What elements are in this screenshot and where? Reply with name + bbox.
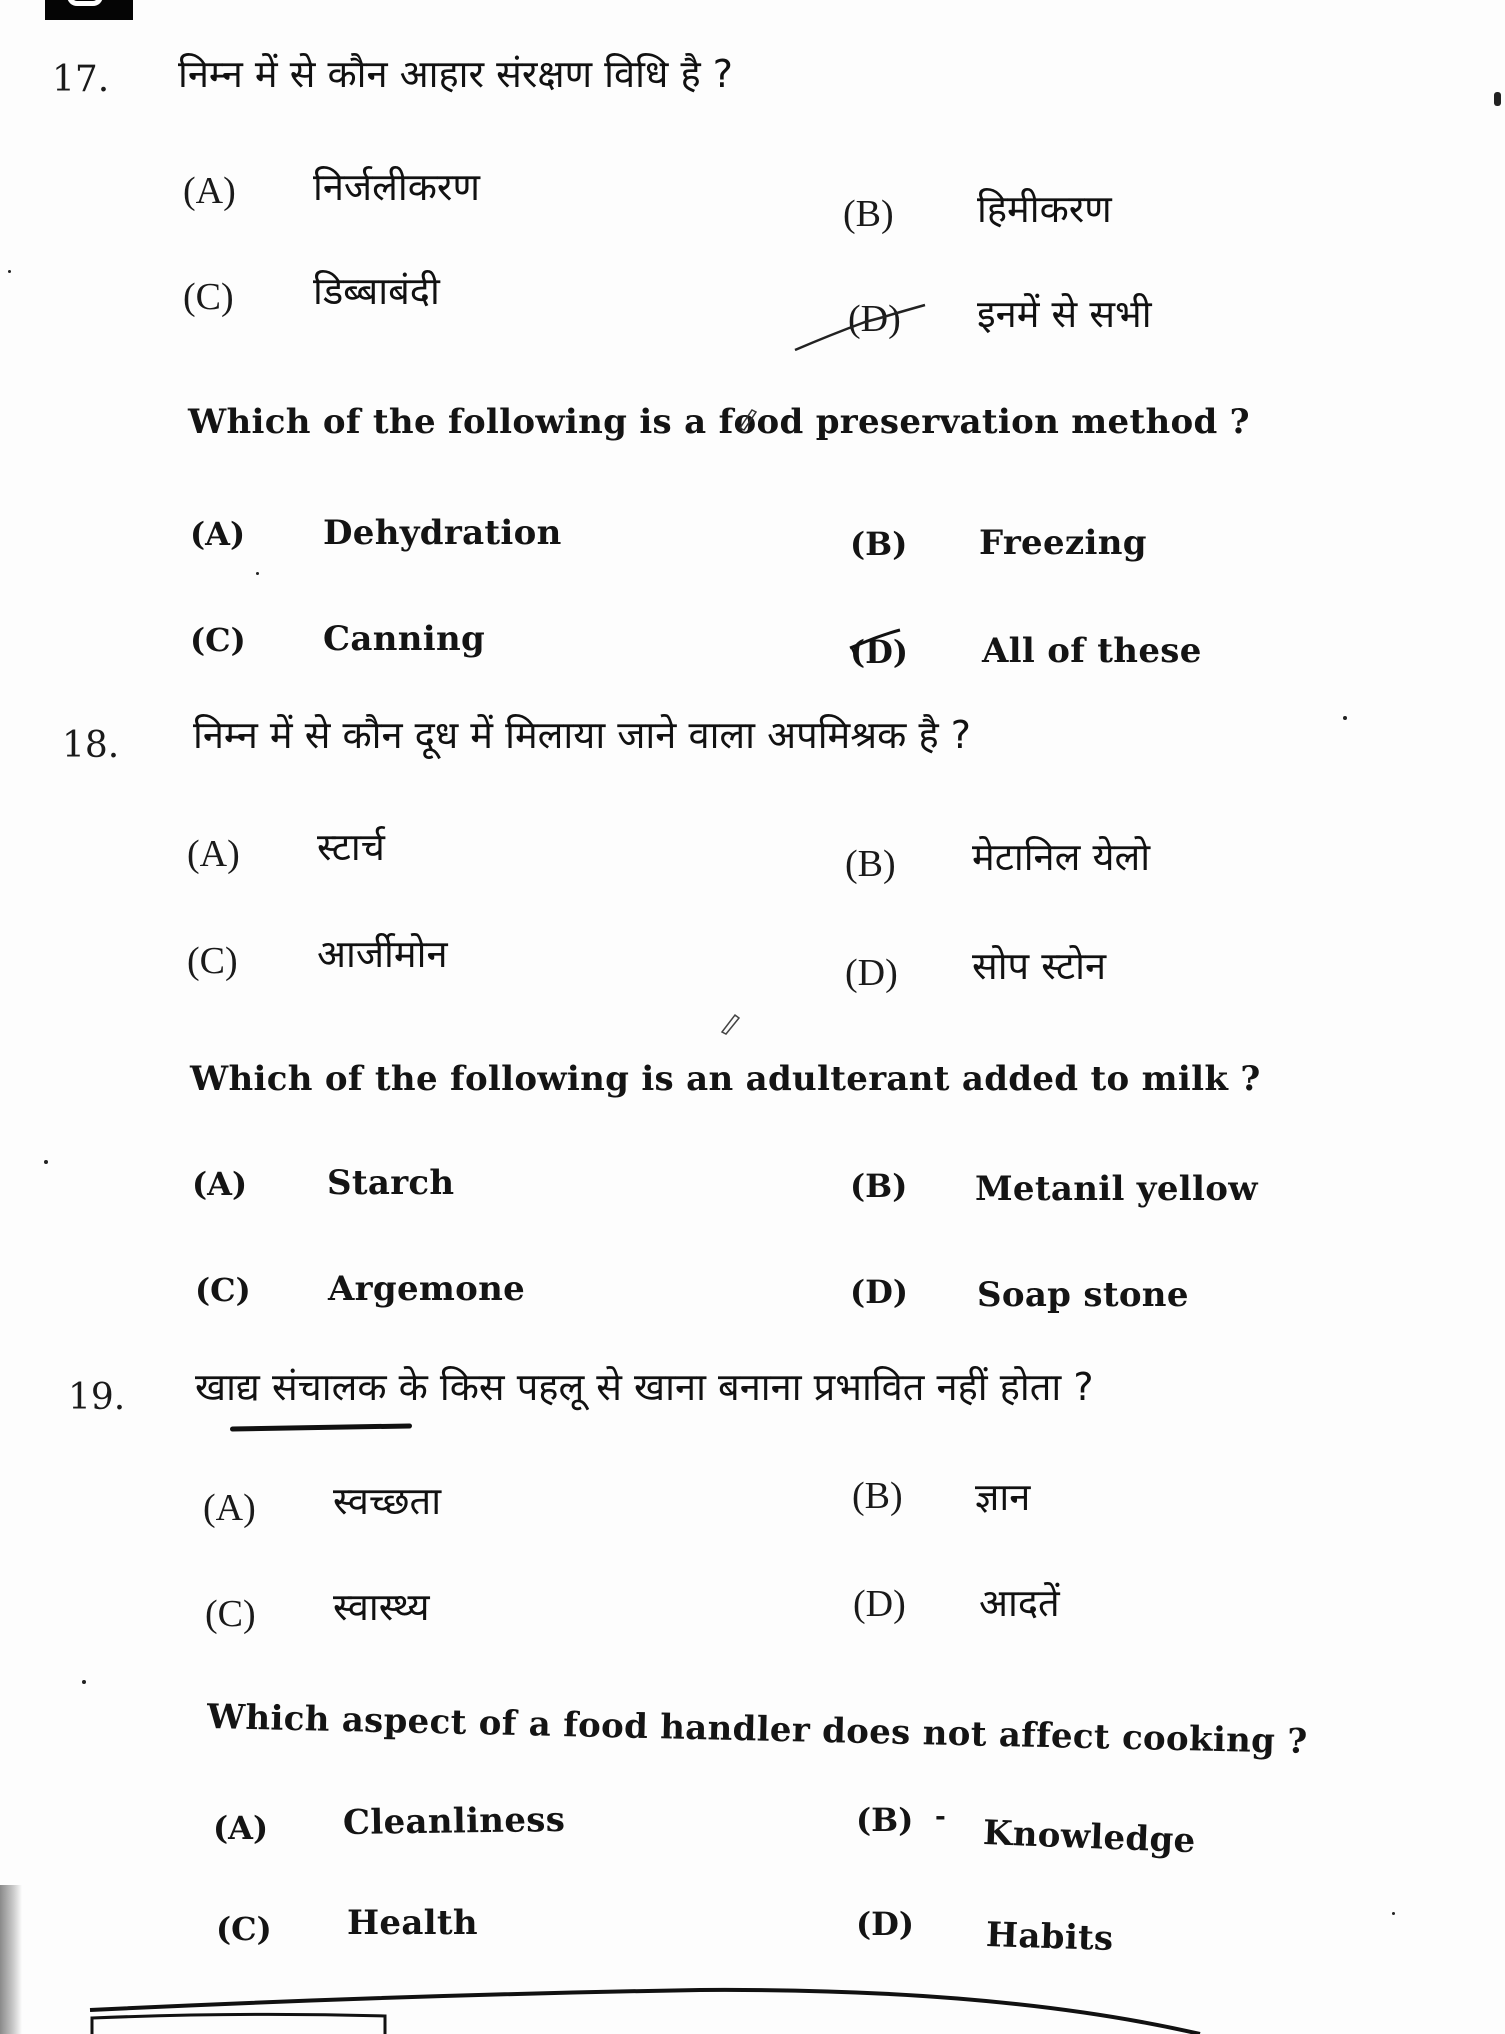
- option-label: (B): [852, 1475, 903, 1517]
- scan-speck: [256, 572, 259, 575]
- question-number: 17.: [52, 59, 110, 100]
- pen-tick-mark: [795, 305, 925, 350]
- option-text: Canning: [323, 619, 486, 659]
- option-label: (A): [203, 1487, 256, 1529]
- question-text-english: Which aspect of a food handler does not affect cooking ?: [206, 1697, 1308, 1762]
- option-label: (A): [183, 170, 236, 212]
- option-label: (B): [843, 193, 894, 235]
- pen-tick-mark: [852, 648, 860, 665]
- scan-speck: [1392, 1912, 1395, 1915]
- pencil-mark: [722, 1015, 739, 1034]
- option-label-marked: (D): [848, 298, 901, 340]
- question-number: 18.: [62, 725, 120, 766]
- option-text: आर्जीमोन: [317, 932, 448, 976]
- option-text: ज्ञान: [975, 1475, 1031, 1519]
- scan-speck: [82, 1680, 86, 1684]
- option-text: Metanil yellow: [975, 1169, 1258, 1209]
- question-text-english: Which of the following is a food preservation method ?: [188, 402, 1250, 442]
- option-text: सोप स्टोन: [972, 944, 1107, 988]
- option-label: (D): [845, 952, 898, 994]
- pen-tick-mark: [850, 630, 900, 648]
- scan-edge-smudge: [0, 1885, 22, 2034]
- option-label: (C): [195, 1271, 251, 1309]
- option-label: (D): [850, 1273, 909, 1311]
- option-label: (B): [845, 843, 896, 885]
- option-label-marked: (D): [850, 633, 909, 671]
- option-text: डिब्बाबंदी: [313, 269, 440, 313]
- option-label: (B): [850, 1167, 908, 1205]
- option-text: Knowledge: [982, 1813, 1197, 1862]
- option-text: इनमें से सभी: [977, 292, 1152, 336]
- question-text-hindi: निम्न में से कौन आहार संरक्षण विधि है ?: [178, 52, 733, 96]
- option-text: हिमीकरण: [977, 187, 1112, 231]
- option-text: Starch: [327, 1163, 455, 1203]
- option-label: (C): [216, 1910, 272, 1948]
- scan-speck: [1343, 716, 1347, 720]
- option-label: (B): [850, 525, 908, 563]
- option-text: स्टार्च: [317, 825, 385, 869]
- option-text: निर्जलीकरण: [313, 165, 480, 209]
- option-label: (D): [853, 1583, 906, 1625]
- option-text: आदतें: [979, 1581, 1060, 1625]
- question-number: 19.: [68, 1377, 126, 1418]
- option-label: (C): [205, 1593, 256, 1635]
- option-label: (A): [192, 1165, 248, 1203]
- option-label: (C): [183, 276, 234, 318]
- footer-box-outline: [92, 2014, 385, 2034]
- page-border-curve: [90, 1990, 1200, 2034]
- scan-speck: [8, 270, 11, 273]
- pencil-mark: [740, 410, 756, 430]
- option-text: Argemone: [328, 1269, 526, 1309]
- option-text: स्वास्थ्य: [333, 1585, 430, 1629]
- option-text: स्वच्छता: [333, 1479, 442, 1523]
- option-label: (C): [187, 940, 238, 982]
- option-text: Cleanliness: [342, 1799, 566, 1843]
- option-label: (A): [190, 515, 246, 553]
- question-text-hindi: खाद्य संचालक के किस पहलू से खाना बनाना प्रभावित नहीं होता ?: [195, 1365, 1094, 1409]
- option-label: (A): [187, 833, 240, 875]
- stray-dash-mark: -: [935, 1802, 946, 1832]
- option-text: Dehydration: [323, 513, 562, 553]
- question-text-hindi: निम्न में से कौन दूध में मिलाया जाने वाला अपमिश्रक है ?: [193, 713, 971, 757]
- option-text: Freezing: [979, 523, 1147, 563]
- question-text-english: Which of the following is an adulterant added to milk ?: [190, 1059, 1261, 1099]
- option-text: All of these: [982, 631, 1202, 671]
- option-text: मेटानिल येलो: [972, 835, 1151, 879]
- option-label: (C): [190, 621, 246, 659]
- scan-speck: [44, 1160, 48, 1164]
- option-label: (D): [856, 1905, 915, 1943]
- option-text: Habits: [985, 1915, 1115, 1959]
- option-label: (B): [856, 1801, 914, 1839]
- option-text: Soap stone: [977, 1275, 1189, 1315]
- option-text: Health: [347, 1903, 478, 1943]
- option-label: (A): [213, 1809, 269, 1847]
- scan-speck: [1494, 92, 1501, 106]
